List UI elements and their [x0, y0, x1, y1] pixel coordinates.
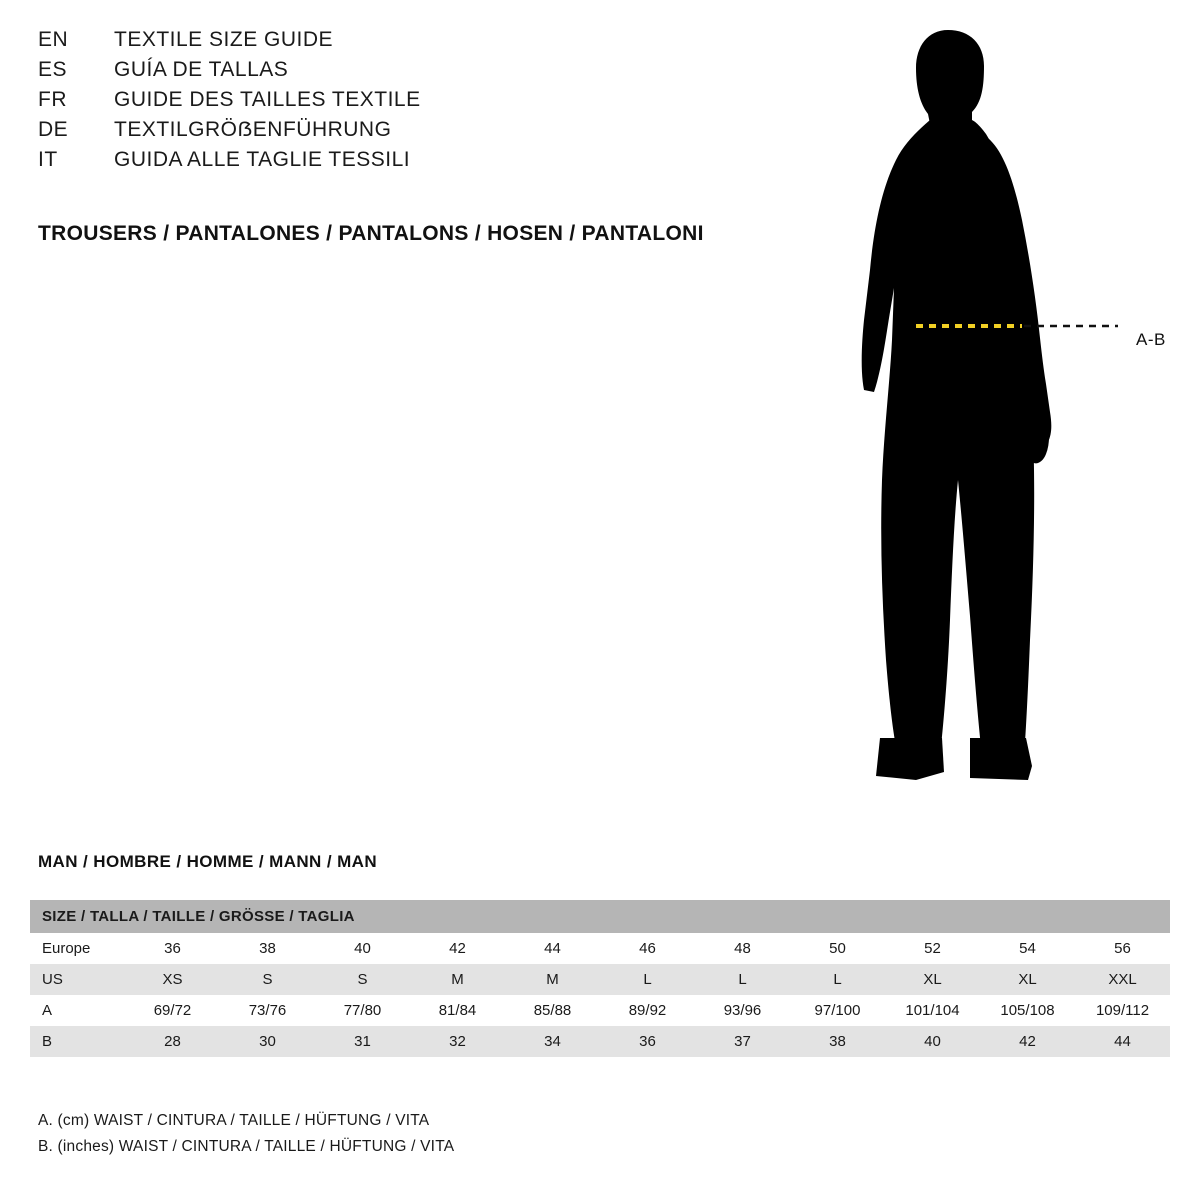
silhouette-svg [820, 20, 1200, 810]
table-cell: 50 [790, 933, 885, 964]
size-table [30, 900, 1170, 1057]
table-cell: S [315, 964, 410, 995]
table-cell: 28 [125, 1026, 220, 1057]
table-cell: 101/104 [885, 995, 980, 1026]
figure-illustration [820, 20, 1200, 810]
language-title: TEXTILE SIZE GUIDE [114, 28, 334, 51]
language-code: ES [38, 58, 68, 81]
table-cell: 46 [600, 933, 695, 964]
table-cell: M [505, 964, 600, 995]
table-cell: 40 [885, 1026, 980, 1057]
row-label: A [30, 995, 125, 1026]
table-cell: 105/108 [980, 995, 1075, 1026]
language-row [38, 58, 798, 88]
language-code: FR [38, 88, 67, 111]
table-cell: 73/76 [220, 995, 315, 1026]
table-cell: L [790, 964, 885, 995]
row-label: US [30, 964, 125, 995]
garment-type-heading: TROUSERS / PANTALONES / PANTALONS / HOSEN / PANTALONI [38, 222, 704, 245]
table-cell: 38 [790, 1026, 885, 1057]
table-cell: 93/96 [695, 995, 790, 1026]
language-title: GUIDE DES TAILLES TEXTILE [114, 88, 421, 111]
language-title: GUÍA DE TALLAS [114, 58, 289, 81]
table-cell: XS [125, 964, 220, 995]
table-cell: 36 [125, 933, 220, 964]
table-cell: 54 [980, 933, 1075, 964]
table-cell: 69/72 [125, 995, 220, 1026]
table-cell: 32 [410, 1026, 505, 1057]
row-label: Europe [30, 933, 125, 964]
table-cell: 44 [505, 933, 600, 964]
table-cell: XL [885, 964, 980, 995]
language-row [38, 148, 798, 178]
language-row [38, 88, 798, 118]
table-cell: 56 [1075, 933, 1170, 964]
table-cell: 85/88 [505, 995, 600, 1026]
language-title: GUIDA ALLE TAGLIE TESSILI [114, 148, 411, 171]
language-row [38, 118, 798, 148]
row-label: B [30, 1026, 125, 1057]
table-cell: 48 [695, 933, 790, 964]
table-cell: 97/100 [790, 995, 885, 1026]
table-cell: 30 [220, 1026, 315, 1057]
table-cell: 77/80 [315, 995, 410, 1026]
footnote-b: B. (inches) WAIST / CINTURA / TAILLE / HÜFTUNG / VITA [38, 1138, 455, 1155]
table-row [30, 933, 1170, 964]
language-code: IT [38, 148, 58, 171]
table-cell: S [220, 964, 315, 995]
table-cell: 36 [600, 1026, 695, 1057]
table-cell: 37 [695, 1026, 790, 1057]
table-section-title: MAN / HOMBRE / HOMME / MANN / MAN [38, 852, 378, 871]
table-cell: L [695, 964, 790, 995]
language-title-block [38, 28, 798, 178]
language-title: TEXTILGRÖẞENFÜHRUNG [114, 118, 392, 141]
table-header-cell: SIZE / TALLA / TAILLE / GRÖSSE / TAGLIA [30, 900, 1170, 933]
table-cell: 109/112 [1075, 995, 1170, 1026]
footnote-a: A. (cm) WAIST / CINTURA / TAILLE / HÜFTUNG / VITA [38, 1112, 430, 1129]
measure-label-ab: A-B [1136, 330, 1166, 349]
table-cell: 52 [885, 933, 980, 964]
table-cell: 81/84 [410, 995, 505, 1026]
table-header-row [30, 900, 1170, 933]
table-cell: M [410, 964, 505, 995]
size-table-wrap [30, 900, 1170, 1057]
language-code: EN [38, 28, 69, 51]
footnotes [38, 1108, 454, 1160]
table-cell: 34 [505, 1026, 600, 1057]
table-row [30, 995, 1170, 1026]
table-cell: 31 [315, 1026, 410, 1057]
language-code: DE [38, 118, 69, 141]
table-cell: L [600, 964, 695, 995]
table-row [30, 964, 1170, 995]
table-cell: 40 [315, 933, 410, 964]
language-row [38, 28, 798, 58]
table-cell: 89/92 [600, 995, 695, 1026]
table-cell: 42 [980, 1026, 1075, 1057]
table-cell: 42 [410, 933, 505, 964]
table-cell: XXL [1075, 964, 1170, 995]
table-cell: XL [980, 964, 1075, 995]
table-cell: 44 [1075, 1026, 1170, 1057]
table-cell: 38 [220, 933, 315, 964]
table-row [30, 1026, 1170, 1057]
